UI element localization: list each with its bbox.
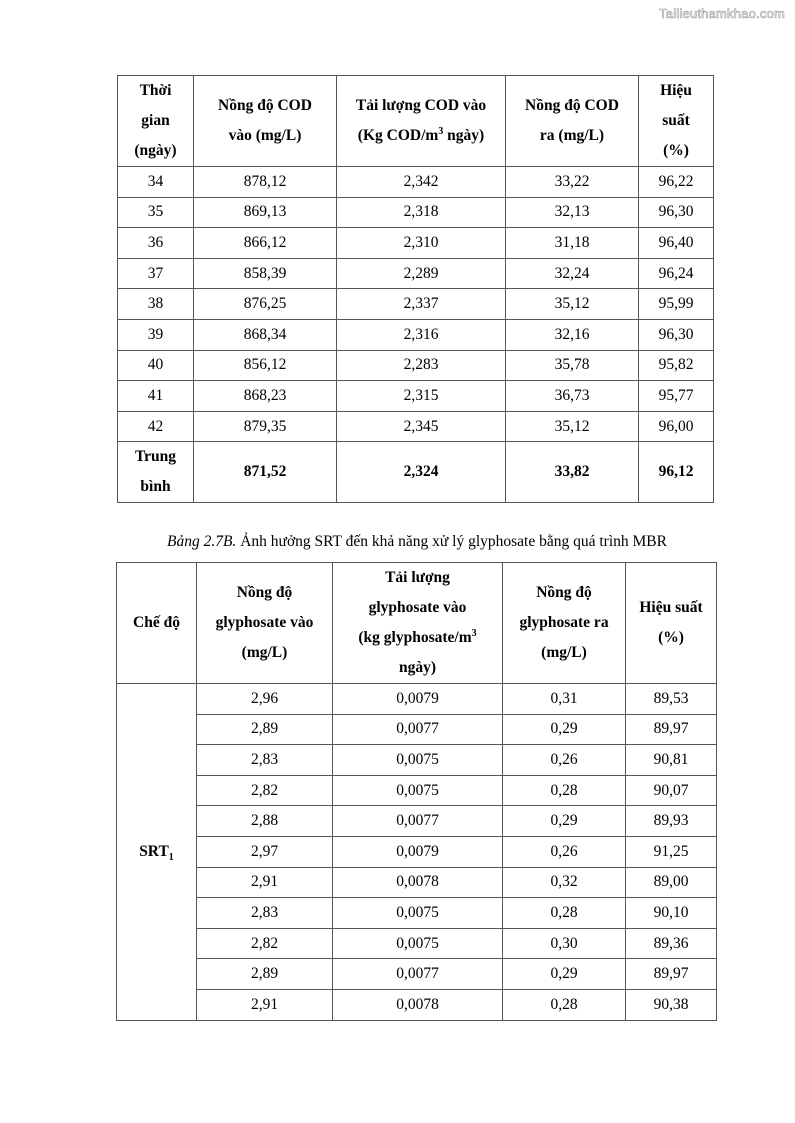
average-cod-out: 33,82 — [506, 442, 639, 503]
cell-day: 36 — [118, 228, 194, 259]
header-load-unit-tail: ngày) — [443, 127, 485, 144]
header-load-sup: 3 — [438, 125, 444, 137]
header-cod-out-line: ra (mg/L) — [539, 127, 605, 144]
cell-load: 2,318 — [337, 197, 506, 228]
cell-gly-in: 2,89 — [197, 959, 333, 990]
header-cod-load — [337, 76, 506, 167]
table-row — [118, 289, 714, 320]
header-gly-eff-line: Hiệu suất — [639, 599, 703, 616]
header-eff-line: (%) — [663, 142, 689, 159]
cell-gly-efficiency: 89,97 — [626, 714, 717, 745]
glyphosate-table — [116, 562, 717, 1021]
cell-gly-load: 0,0075 — [333, 898, 503, 929]
cell-gly-efficiency: 89,36 — [626, 928, 717, 959]
cell-gly-efficiency: 90,81 — [626, 745, 717, 776]
cell-gly-efficiency: 91,25 — [626, 836, 717, 867]
header-gly-in-line: Nồng độ — [236, 584, 293, 601]
cell-gly-in: 2,83 — [197, 898, 333, 929]
header-load-unit: (Kg COD/m — [357, 127, 439, 144]
cell-gly-in: 2,88 — [197, 806, 333, 837]
header-gly-load-line: Tải lượng — [385, 569, 450, 586]
average-label-line: bình — [140, 478, 171, 496]
header-load-line: Tải lượng COD vào — [355, 97, 487, 114]
caption-label: Bảng 2.7B. — [167, 533, 237, 550]
header-gly-out — [503, 563, 626, 684]
header-gly-load-sup: 3 — [471, 627, 477, 639]
header-gly-load-line — [333, 623, 502, 653]
cell-cod-in: 878,12 — [194, 167, 337, 198]
cell-gly-efficiency: 90,10 — [626, 898, 717, 929]
cell-load: 2,345 — [337, 411, 506, 442]
caption-text: Ảnh hưởng SRT đến khả năng xử lý glyphosate bằng quá trình MBR — [236, 533, 667, 550]
cell-gly-load: 0,0077 — [333, 806, 503, 837]
cell-cod-in: 876,25 — [194, 289, 337, 320]
cell-gly-load: 0,0079 — [333, 684, 503, 715]
cell-cod-out: 32,24 — [506, 258, 639, 289]
header-time-line: (ngày) — [134, 142, 177, 159]
table-row — [118, 350, 714, 381]
cell-gly-out: 0,32 — [503, 867, 626, 898]
table-row — [117, 898, 717, 929]
cell-gly-in: 2,97 — [197, 836, 333, 867]
cell-efficiency: 95,77 — [639, 381, 714, 412]
cell-gly-out: 0,28 — [503, 989, 626, 1020]
average-efficiency: 96,12 — [639, 442, 714, 503]
table-row — [117, 684, 717, 715]
cell-cod-out: 35,12 — [506, 411, 639, 442]
cell-day: 42 — [118, 411, 194, 442]
mode-label-sub: 1 — [168, 851, 174, 863]
cell-gly-out: 0,26 — [503, 836, 626, 867]
header-gly-out-line: (mg/L) — [541, 644, 587, 661]
cell-gly-efficiency: 90,07 — [626, 775, 717, 806]
cell-load: 2,337 — [337, 289, 506, 320]
header-gly-eff-line: (%) — [658, 629, 684, 646]
cell-gly-in: 2,91 — [197, 989, 333, 1020]
cell-gly-load: 0,0078 — [333, 989, 503, 1020]
cell-load: 2,316 — [337, 319, 506, 350]
glyphosate-table-header — [117, 563, 717, 684]
cell-gly-efficiency: 89,53 — [626, 684, 717, 715]
table-row — [117, 745, 717, 776]
cell-cod-out: 32,13 — [506, 197, 639, 228]
cell-load: 2,283 — [337, 350, 506, 381]
cell-cod-in: 869,13 — [194, 197, 337, 228]
cell-cod-in: 866,12 — [194, 228, 337, 259]
header-eff-line: suất — [662, 112, 690, 129]
header-cod-in-line: vào (mg/L) — [228, 127, 302, 144]
cell-gly-out: 0,31 — [503, 684, 626, 715]
cell-gly-out: 0,28 — [503, 898, 626, 929]
table-row — [117, 928, 717, 959]
cell-load: 2,310 — [337, 228, 506, 259]
cell-cod-out: 31,18 — [506, 228, 639, 259]
cell-gly-load: 0,0079 — [333, 836, 503, 867]
table-row — [117, 959, 717, 990]
cell-load: 2,289 — [337, 258, 506, 289]
cell-cod-out: 32,16 — [506, 319, 639, 350]
mode-cell — [117, 684, 197, 1021]
cod-table — [117, 75, 714, 503]
header-gly-load-line: ngày) — [398, 659, 437, 676]
cell-gly-in: 2,91 — [197, 867, 333, 898]
cell-gly-load: 0,0075 — [333, 775, 503, 806]
cell-efficiency: 96,24 — [639, 258, 714, 289]
header-time — [118, 76, 194, 167]
cell-gly-in: 2,96 — [197, 684, 333, 715]
cell-efficiency: 96,40 — [639, 228, 714, 259]
cell-day: 38 — [118, 289, 194, 320]
cell-gly-load: 0,0078 — [333, 867, 503, 898]
table-row — [117, 867, 717, 898]
header-gly-efficiency — [626, 563, 717, 684]
cell-efficiency: 96,30 — [639, 197, 714, 228]
cell-day: 35 — [118, 197, 194, 228]
header-gly-load-unit: (kg glyphosate/m — [358, 629, 472, 646]
table-row — [117, 836, 717, 867]
cell-gly-load: 0,0077 — [333, 714, 503, 745]
header-gly-in-line: glyphosate vào — [215, 614, 314, 631]
header-time-line: Thời — [139, 82, 172, 99]
cell-day: 34 — [118, 167, 194, 198]
cell-day: 39 — [118, 319, 194, 350]
cell-efficiency: 96,30 — [639, 319, 714, 350]
cell-cod-in: 868,34 — [194, 319, 337, 350]
average-label — [118, 442, 194, 503]
cell-gly-in: 2,83 — [197, 745, 333, 776]
average-label-line: Trung — [134, 448, 177, 466]
header-time-line: gian — [141, 112, 170, 129]
cell-gly-efficiency: 90,38 — [626, 989, 717, 1020]
cell-cod-out: 36,73 — [506, 381, 639, 412]
cell-load: 2,315 — [337, 381, 506, 412]
header-cod-out-line: Nồng độ COD — [525, 97, 619, 114]
cell-day: 40 — [118, 350, 194, 381]
table-row — [118, 381, 714, 412]
header-cod-in-line: Nồng độ COD — [218, 97, 312, 114]
cell-gly-load: 0,0077 — [333, 959, 503, 990]
cod-table-average-row — [118, 442, 714, 503]
table-row — [118, 167, 714, 198]
cell-gly-out: 0,29 — [503, 959, 626, 990]
table-row — [118, 319, 714, 350]
cell-load: 2,342 — [337, 167, 506, 198]
cell-gly-out: 0,29 — [503, 714, 626, 745]
cell-cod-out: 33,22 — [506, 167, 639, 198]
header-cod-in — [194, 76, 337, 167]
cell-cod-in: 868,23 — [194, 381, 337, 412]
cell-day: 37 — [118, 258, 194, 289]
table-row — [118, 197, 714, 228]
cell-gly-load: 0,0075 — [333, 928, 503, 959]
cell-gly-in: 2,89 — [197, 714, 333, 745]
table-row — [117, 775, 717, 806]
cell-gly-load: 0,0075 — [333, 745, 503, 776]
table-row — [117, 714, 717, 745]
header-cod-out — [506, 76, 639, 167]
table-row — [118, 258, 714, 289]
cell-gly-out: 0,26 — [503, 745, 626, 776]
cell-efficiency: 96,22 — [639, 167, 714, 198]
cell-efficiency: 95,82 — [639, 350, 714, 381]
header-gly-in — [197, 563, 333, 684]
cod-table-header — [118, 76, 714, 167]
header-load-line — [337, 121, 505, 151]
table-row — [118, 411, 714, 442]
watermark: Tailieuthamkhao.com — [659, 6, 785, 21]
cell-gly-in: 2,82 — [197, 775, 333, 806]
table-caption — [117, 533, 717, 551]
header-efficiency — [639, 76, 714, 167]
header-gly-out-line: glyphosate ra — [519, 614, 609, 631]
cell-gly-out: 0,30 — [503, 928, 626, 959]
table-row — [117, 989, 717, 1020]
cell-cod-out: 35,78 — [506, 350, 639, 381]
average-cod-in: 871,52 — [194, 442, 337, 503]
cell-gly-in: 2,82 — [197, 928, 333, 959]
table-row — [117, 806, 717, 837]
cell-gly-efficiency: 89,93 — [626, 806, 717, 837]
cell-gly-efficiency: 89,00 — [626, 867, 717, 898]
average-load: 2,324 — [337, 442, 506, 503]
cell-gly-out: 0,28 — [503, 775, 626, 806]
header-eff-line: Hiệu — [660, 82, 692, 99]
header-gly-in-line: (mg/L) — [241, 644, 288, 661]
cell-cod-in: 879,35 — [194, 411, 337, 442]
cell-efficiency: 96,00 — [639, 411, 714, 442]
header-mode: Chế độ — [117, 563, 197, 684]
cell-day: 41 — [118, 381, 194, 412]
cell-cod-in: 858,39 — [194, 258, 337, 289]
header-gly-load — [333, 563, 503, 684]
mode-label: SRT — [139, 842, 169, 860]
cell-gly-efficiency: 89,97 — [626, 959, 717, 990]
header-gly-load-line: glyphosate vào — [368, 599, 467, 616]
header-gly-out-line: Nồng độ — [536, 584, 592, 601]
cell-gly-out: 0,29 — [503, 806, 626, 837]
table-row — [118, 228, 714, 259]
cell-cod-out: 35,12 — [506, 289, 639, 320]
cell-cod-in: 856,12 — [194, 350, 337, 381]
cell-efficiency: 95,99 — [639, 289, 714, 320]
